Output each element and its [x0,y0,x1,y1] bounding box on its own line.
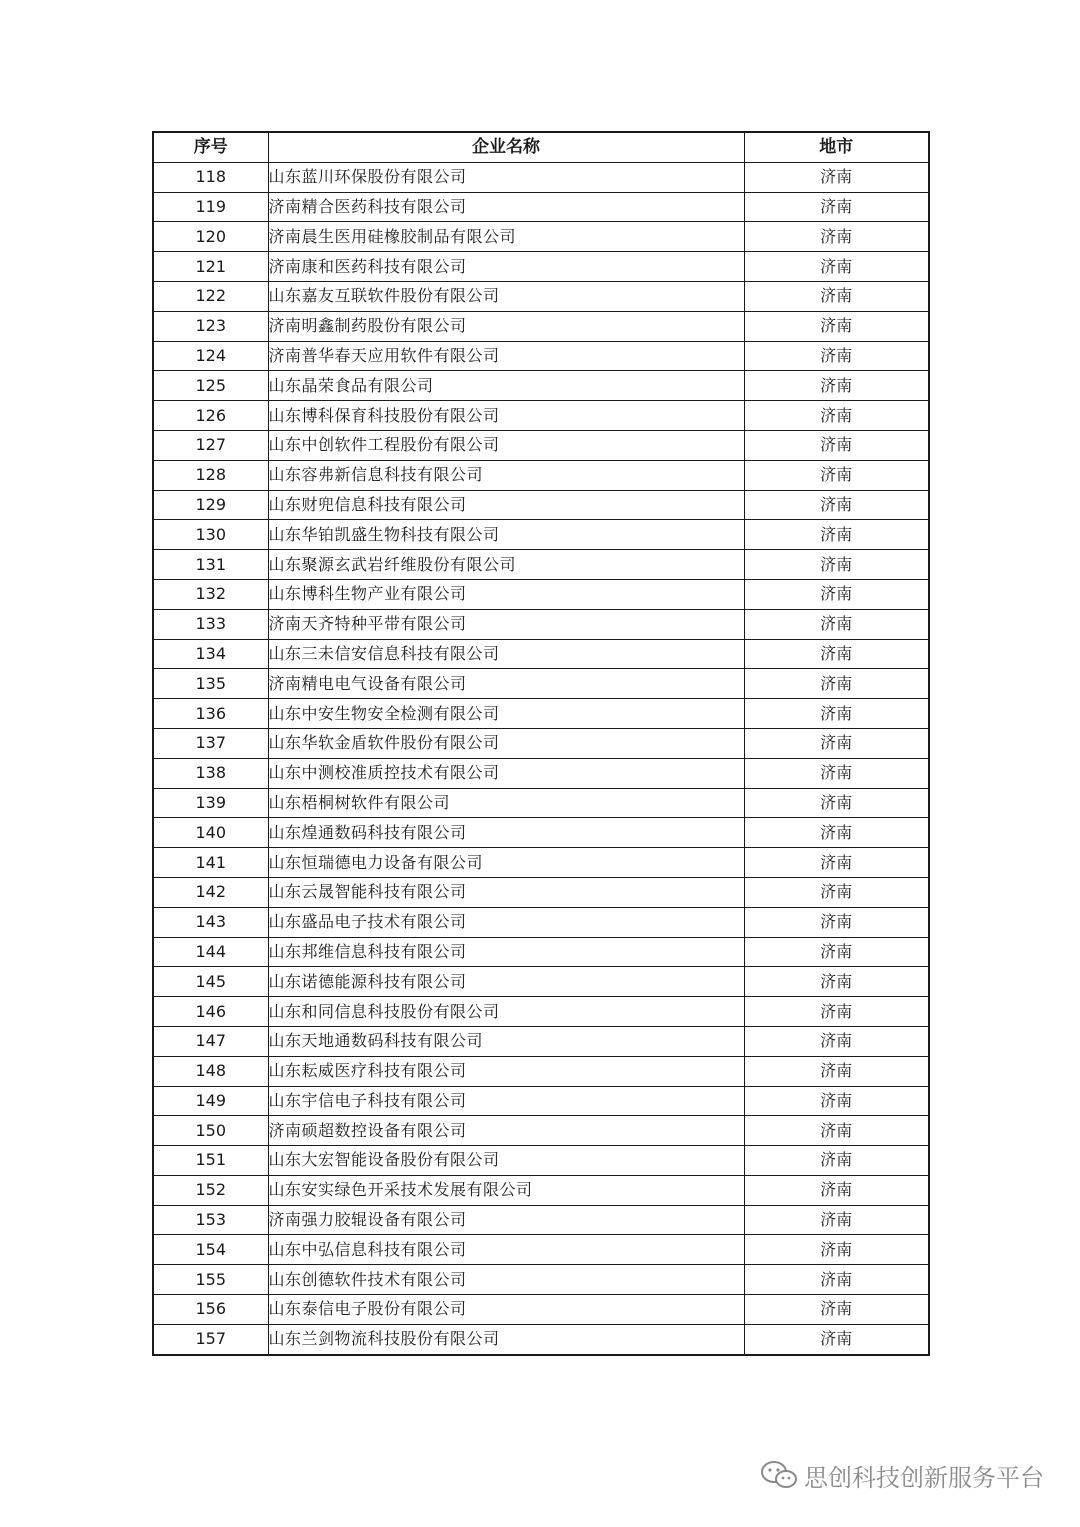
table-row [153,818,929,848]
company-name-cell: 山东聚源玄武岩纤维股份有限公司 [268,550,744,580]
city-cell: 济南 [744,669,929,699]
table-row [153,967,929,997]
header-city: 地市 [744,132,929,162]
company-name-cell: 山东华铂凯盛生物科技有限公司 [268,520,744,550]
company-name-cell: 山东嘉友互联软件股份有限公司 [268,281,744,311]
serial-number-cell: 120 [153,222,268,252]
company-name-cell: 山东中安生物安全检测有限公司 [268,699,744,729]
table-row [153,1235,929,1265]
serial-number-cell: 138 [153,758,268,788]
serial-number-cell: 129 [153,490,268,520]
table-row [153,1116,929,1146]
company-name-cell: 山东中创软件工程股份有限公司 [268,430,744,460]
city-cell: 济南 [744,1175,929,1205]
city-cell: 济南 [744,788,929,818]
table-row [153,907,929,937]
table-row [153,848,929,878]
city-cell: 济南 [744,341,929,371]
city-cell: 济南 [744,222,929,252]
city-cell: 济南 [744,1205,929,1235]
table-row [153,490,929,520]
city-cell: 济南 [744,877,929,907]
table-row [153,758,929,788]
table-row [153,877,929,907]
watermark-text: 思创科技创新服务平台 [804,1463,1044,1492]
city-cell: 济南 [744,281,929,311]
table-row [153,669,929,699]
table-row [153,192,929,222]
city-cell: 济南 [744,162,929,192]
table-row [153,1265,929,1295]
table-row [153,252,929,282]
wechat-icon [760,1460,798,1490]
serial-number-cell: 152 [153,1175,268,1205]
serial-number-cell: 134 [153,639,268,669]
table-row [153,699,929,729]
city-cell: 济南 [744,401,929,431]
table-row [153,520,929,550]
table-row [153,550,929,580]
company-name-cell: 山东华软金盾软件股份有限公司 [268,728,744,758]
table-row [153,788,929,818]
serial-number-cell: 140 [153,818,268,848]
city-cell: 济南 [744,1116,929,1146]
serial-number-cell: 153 [153,1205,268,1235]
table-row [153,1205,929,1235]
company-name-cell: 济南精合医药科技有限公司 [268,192,744,222]
table-row [153,162,929,192]
city-cell: 济南 [744,311,929,341]
table-row [153,997,929,1027]
table-row [153,371,929,401]
serial-number-cell: 147 [153,1026,268,1056]
city-cell: 济南 [744,907,929,937]
serial-number-cell: 157 [153,1324,268,1354]
company-name-cell: 济南硕超数控设备有限公司 [268,1116,744,1146]
company-name-cell: 山东诺德能源科技有限公司 [268,967,744,997]
serial-number-cell: 131 [153,550,268,580]
serial-number-cell: 125 [153,371,268,401]
company-name-cell: 济南康和医药科技有限公司 [268,252,744,282]
table-row [153,609,929,639]
serial-number-cell: 155 [153,1265,268,1295]
serial-number-cell: 133 [153,609,268,639]
company-name-cell: 山东云晟智能科技有限公司 [268,877,744,907]
company-name-cell: 山东煌通数码科技有限公司 [268,818,744,848]
company-table [152,131,930,1356]
table-row [153,341,929,371]
city-cell: 济南 [744,579,929,609]
serial-number-cell: 141 [153,848,268,878]
serial-number-cell: 142 [153,877,268,907]
serial-number-cell: 150 [153,1116,268,1146]
serial-number-cell: 136 [153,699,268,729]
table-row [153,1086,929,1116]
city-cell: 济南 [744,818,929,848]
city-cell: 济南 [744,1235,929,1265]
table-row [153,728,929,758]
company-name-cell: 山东耘威医疗科技有限公司 [268,1056,744,1086]
serial-number-cell: 143 [153,907,268,937]
company-name-cell: 济南强力胶辊设备有限公司 [268,1205,744,1235]
table-row [153,937,929,967]
city-cell: 济南 [744,967,929,997]
serial-number-cell: 128 [153,460,268,490]
table-row [153,401,929,431]
city-cell: 济南 [744,1026,929,1056]
city-cell: 济南 [744,609,929,639]
company-name-cell: 山东天地通数码科技有限公司 [268,1026,744,1056]
serial-number-cell: 135 [153,669,268,699]
table-row [153,430,929,460]
city-cell: 济南 [744,550,929,580]
city-cell: 济南 [744,371,929,401]
table-row [153,1026,929,1056]
table-body [153,162,929,1354]
company-name-cell: 山东宇信电子科技有限公司 [268,1086,744,1116]
serial-number-cell: 146 [153,997,268,1027]
header-company-name: 企业名称 [268,132,744,162]
company-name-cell: 济南精电电气设备有限公司 [268,669,744,699]
company-name-cell: 济南天齐特种平带有限公司 [268,609,744,639]
table-row [153,281,929,311]
serial-number-cell: 130 [153,520,268,550]
company-name-cell: 济南明鑫制药股份有限公司 [268,311,744,341]
company-name-cell: 山东大宏智能设备股份有限公司 [268,1146,744,1176]
company-name-cell: 山东中弘信息科技有限公司 [268,1235,744,1265]
serial-number-cell: 118 [153,162,268,192]
serial-number-cell: 154 [153,1235,268,1265]
city-cell: 济南 [744,1295,929,1325]
city-cell: 济南 [744,1146,929,1176]
company-name-cell: 济南晨生医用硅橡胶制品有限公司 [268,222,744,252]
watermark [760,1455,1044,1495]
serial-number-cell: 127 [153,430,268,460]
serial-number-cell: 123 [153,311,268,341]
city-cell: 济南 [744,460,929,490]
company-name-cell: 山东梧桐树软件有限公司 [268,788,744,818]
city-cell: 济南 [744,728,929,758]
table-row [153,460,929,490]
city-cell: 济南 [744,997,929,1027]
company-name-cell: 山东容弗新信息科技有限公司 [268,460,744,490]
serial-number-cell: 156 [153,1295,268,1325]
company-name-cell: 山东兰剑物流科技股份有限公司 [268,1324,744,1354]
company-name-cell: 山东博科保育科技股份有限公司 [268,401,744,431]
serial-number-cell: 132 [153,579,268,609]
serial-number-cell: 148 [153,1056,268,1086]
city-cell: 济南 [744,490,929,520]
company-name-cell: 山东晶荣食品有限公司 [268,371,744,401]
serial-number-cell: 144 [153,937,268,967]
city-cell: 济南 [744,937,929,967]
city-cell: 济南 [744,758,929,788]
serial-number-cell: 119 [153,192,268,222]
table-row [153,639,929,669]
serial-number-cell: 126 [153,401,268,431]
table-row [153,1146,929,1176]
city-cell: 济南 [744,1265,929,1295]
city-cell: 济南 [744,699,929,729]
city-cell: 济南 [744,1086,929,1116]
company-name-cell: 山东蓝川环保股份有限公司 [268,162,744,192]
table-row [153,311,929,341]
company-name-cell: 山东博科生物产业有限公司 [268,579,744,609]
company-name-cell: 山东财兜信息科技有限公司 [268,490,744,520]
table-row [153,1324,929,1354]
city-cell: 济南 [744,1056,929,1086]
company-name-cell: 山东恒瑞德电力设备有限公司 [268,848,744,878]
city-cell: 济南 [744,430,929,460]
company-name-cell: 山东和同信息科技股份有限公司 [268,997,744,1027]
serial-number-cell: 122 [153,281,268,311]
company-name-cell: 山东创德软件技术有限公司 [268,1265,744,1295]
serial-number-cell: 149 [153,1086,268,1116]
serial-number-cell: 139 [153,788,268,818]
company-name-cell: 山东三未信安信息科技有限公司 [268,639,744,669]
serial-number-cell: 121 [153,252,268,282]
company-name-cell: 山东安实绿色开采技术发展有限公司 [268,1175,744,1205]
serial-number-cell: 124 [153,341,268,371]
company-name-cell: 山东泰信电子股份有限公司 [268,1295,744,1325]
serial-number-cell: 151 [153,1146,268,1176]
city-cell: 济南 [744,252,929,282]
serial-number-cell: 137 [153,728,268,758]
company-name-cell: 山东中测校准质控技术有限公司 [268,758,744,788]
serial-number-cell: 145 [153,967,268,997]
table-header-row [153,132,929,162]
city-cell: 济南 [744,520,929,550]
table-row [153,1175,929,1205]
table-row [153,1295,929,1325]
table-row [153,1056,929,1086]
city-cell: 济南 [744,848,929,878]
table-row [153,222,929,252]
city-cell: 济南 [744,639,929,669]
header-serial-number: 序号 [153,132,268,162]
city-cell: 济南 [744,1324,929,1354]
table-row [153,579,929,609]
company-name-cell: 济南普华春天应用软件有限公司 [268,341,744,371]
city-cell: 济南 [744,192,929,222]
company-name-cell: 山东盛品电子技术有限公司 [268,907,744,937]
company-name-cell: 山东邦维信息科技有限公司 [268,937,744,967]
